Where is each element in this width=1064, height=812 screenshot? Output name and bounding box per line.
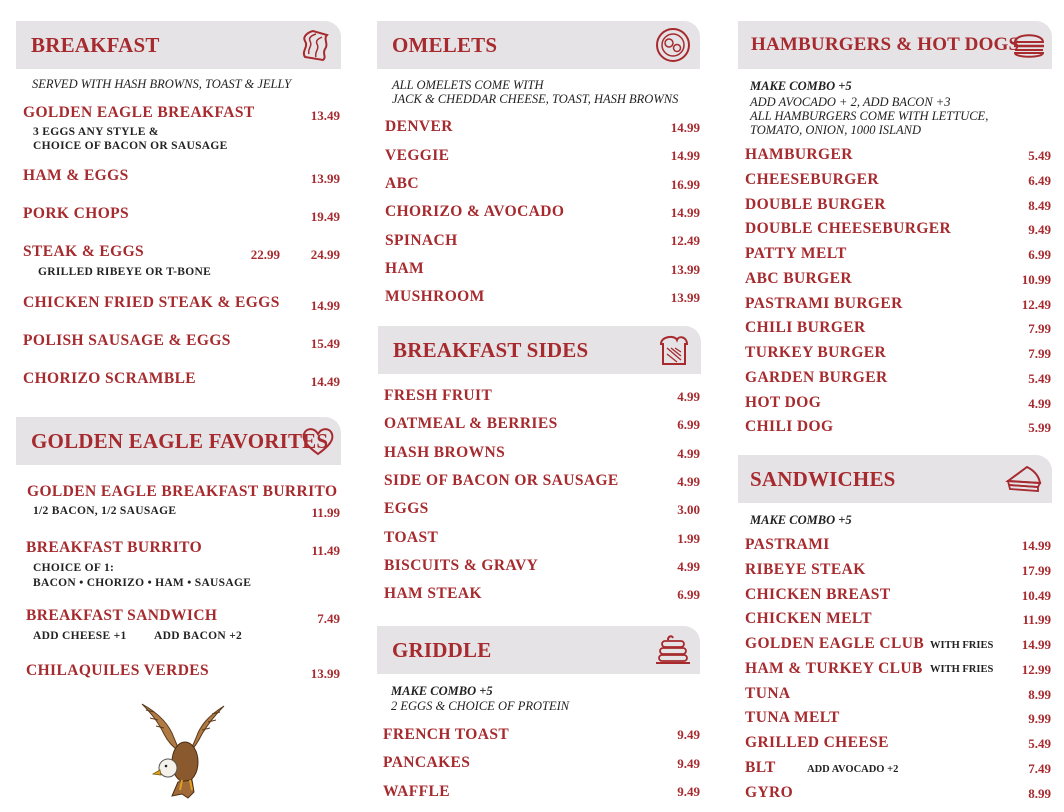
menu-item-price: 5.49 bbox=[1028, 736, 1051, 751]
menu-item-price: 14.99 bbox=[670, 148, 700, 163]
menu-item-name: CHILAQUILES VERDES bbox=[26, 662, 210, 679]
menu-item-price: 10.99 bbox=[1021, 272, 1051, 287]
menu-item-name: BREAKFAST SANDWICH bbox=[26, 607, 218, 624]
menu-item-name: TOAST bbox=[384, 529, 439, 546]
section-header-favorites bbox=[16, 417, 341, 465]
menu-item-price: 11.99 bbox=[311, 505, 340, 520]
menu-item-name: STEAK & EGGS bbox=[23, 243, 145, 260]
menu-item-price: 6.49 bbox=[1028, 173, 1051, 188]
sandwiches-note bbox=[750, 513, 852, 527]
menu-item-price: 9.49 bbox=[1028, 222, 1051, 237]
menu-item-desc: CHOICE OF BACON OR SAUSAGE bbox=[33, 140, 228, 152]
menu-item-name: RIBEYE STEAK bbox=[745, 561, 866, 578]
menu-item-desc: 1/2 BACON, 1/2 SAUSAGE bbox=[33, 505, 177, 517]
menu-item-name: ABC BURGER bbox=[745, 270, 852, 287]
menu-item-name: ABC bbox=[385, 175, 419, 192]
menu-item-name: CHORIZO SCRAMBLE bbox=[23, 370, 197, 387]
menu-item-price: 15.49 bbox=[310, 336, 340, 351]
egg-plate-icon bbox=[654, 27, 692, 63]
menu-item-desc: 3 EGGS ANY STYLE & bbox=[33, 126, 159, 138]
menu-item-price: 7.49 bbox=[1028, 761, 1051, 776]
menu-item-price: 3.00 bbox=[677, 502, 700, 517]
menu-item-desc: GRILLED RIBEYE OR T-BONE bbox=[38, 266, 212, 278]
menu-item-name: PASTRAMI bbox=[745, 536, 830, 553]
menu-item-price: 12.99 bbox=[1021, 662, 1051, 677]
menu-item-name: CHORIZO & AVOCADO bbox=[385, 203, 565, 220]
menu-item-name: SIDE OF BACON OR SAUSAGE bbox=[384, 472, 619, 489]
section-header-sandwiches bbox=[738, 455, 1052, 503]
menu-item-name: GYRO bbox=[745, 784, 794, 801]
menu-item-name: CHICKEN BREAST bbox=[745, 586, 891, 603]
sandwiches-combo: MAKE COMBO +5 bbox=[750, 513, 852, 527]
section-title: SANDWICHES bbox=[750, 466, 896, 491]
menu-item-price-alt: 22.99 bbox=[250, 247, 280, 262]
menu-item-price: 13.49 bbox=[310, 108, 340, 123]
burgers-note: TOMATO, ONION, 1000 ISLAND bbox=[750, 123, 921, 137]
menu-item-name: CHEESEBURGER bbox=[745, 171, 879, 188]
menu-item-name: BREAKFAST BURRITO bbox=[26, 539, 203, 556]
menu-item-name: CHICKEN FRIED STEAK & EGGS bbox=[23, 294, 280, 311]
menu-item-name: PASTRAMI BURGER bbox=[745, 295, 903, 312]
sandwich-icon bbox=[998, 461, 1050, 497]
menu-item-name: HAM STEAK bbox=[384, 585, 482, 602]
menu-item-price: 4.99 bbox=[677, 474, 700, 489]
menu-item-price: 14.99 bbox=[1021, 538, 1051, 553]
menu-item-name: GOLDEN EAGLE BREAKFAST bbox=[23, 104, 255, 121]
section-header-burgers bbox=[738, 21, 1052, 69]
menu-item-price: 16.99 bbox=[670, 177, 700, 192]
menu-item-name: POLISH SAUSAGE & EGGS bbox=[23, 332, 231, 349]
section-title: BREAKFAST bbox=[31, 32, 160, 57]
menu-item-price: 17.99 bbox=[1021, 563, 1051, 578]
menu-item-name: MUSHROOM bbox=[385, 288, 485, 305]
menu-item-price: 5.49 bbox=[1028, 148, 1051, 163]
menu-item-price: 19.49 bbox=[310, 209, 340, 224]
menu-item-name: TUNA bbox=[745, 685, 791, 702]
menu-item-price: 10.49 bbox=[1021, 588, 1051, 603]
menu-item-price: 6.99 bbox=[677, 587, 700, 602]
menu-item-price: 6.99 bbox=[1028, 247, 1051, 262]
menu-item-name: HAM & EGGS bbox=[23, 167, 129, 184]
menu-item-price: 9.49 bbox=[677, 756, 700, 771]
menu-item-desc: ADD CHEESE +1 bbox=[33, 630, 127, 642]
menu-item-price: 12.49 bbox=[670, 233, 700, 248]
section-header-breakfast bbox=[16, 21, 341, 69]
menu-item-price: 14.99 bbox=[310, 298, 340, 313]
burgers-combo: MAKE COMBO +5 bbox=[750, 79, 852, 93]
section-header-griddle bbox=[377, 626, 700, 674]
menu-item-name: BLT bbox=[745, 759, 776, 776]
menu-item-name: SPINACH bbox=[385, 232, 458, 249]
menu-item-price: 8.99 bbox=[1028, 786, 1051, 801]
menu-item-name: HAM bbox=[385, 260, 425, 277]
section-title: GRIDDLE bbox=[392, 637, 492, 662]
menu-item-name: GOLDEN EAGLE BREAKFAST BURRITO bbox=[27, 483, 338, 500]
menu-item-price: 13.99 bbox=[670, 262, 700, 277]
menu-item-price: 13.99 bbox=[670, 290, 700, 305]
section-title: OMELETS bbox=[392, 32, 498, 57]
menu-item-name: HASH BROWNS bbox=[384, 444, 506, 461]
menu-item-name: OATMEAL & BERRIES bbox=[384, 415, 558, 432]
menu-item-name: DENVER bbox=[385, 118, 453, 135]
menu-item-price: 4.99 bbox=[677, 446, 700, 461]
menu-item-price: 4.99 bbox=[677, 389, 700, 404]
menu-item-price: 14.49 bbox=[310, 374, 340, 389]
menu-item-price: 14.99 bbox=[670, 205, 700, 220]
eagle-illustration bbox=[138, 700, 228, 800]
menu-item-name: FRENCH TOAST bbox=[383, 726, 510, 743]
menu-item-price: 13.99 bbox=[310, 171, 340, 186]
menu-item-name: PATTY MELT bbox=[745, 245, 847, 262]
section-title: GOLDEN EAGLE FAVORITES bbox=[31, 428, 329, 453]
menu-item-price: 11.49 bbox=[311, 543, 340, 558]
burgers-note bbox=[750, 79, 852, 93]
burgers-note: ADD AVOCADO + 2, ADD BACON +3 bbox=[750, 95, 951, 109]
menu-item-price: 5.99 bbox=[1028, 420, 1051, 435]
section-title: BREAKFAST SIDES bbox=[393, 337, 589, 362]
heart-icon bbox=[299, 423, 337, 459]
menu-item-name: CHICKEN MELT bbox=[745, 610, 872, 627]
menu-item-price: 7.49 bbox=[317, 611, 340, 626]
menu-item-name: DOUBLE BURGER bbox=[745, 196, 886, 213]
menu-item-name: PORK CHOPS bbox=[23, 205, 130, 222]
menu-item-name: BISCUITS & GRAVY bbox=[384, 557, 539, 574]
menu-item-price: 9.49 bbox=[677, 727, 700, 742]
omelets-note: JACK & CHEDDAR CHEESE, TOAST, HASH BROWNS bbox=[392, 92, 679, 106]
menu-item-price: 8.99 bbox=[1028, 687, 1051, 702]
menu-item-name: GARDEN BURGER bbox=[745, 369, 888, 386]
menu-item-name: HOT DOG bbox=[745, 394, 822, 411]
menu-item-price: 14.99 bbox=[670, 120, 700, 135]
menu-item-price: 24.99 bbox=[310, 247, 340, 262]
menu-item-price: 14.99 bbox=[1021, 637, 1051, 652]
menu-item-name: HAM & TURKEY CLUB bbox=[745, 660, 923, 677]
menu-item-extra: WITH FRIES bbox=[930, 664, 994, 675]
menu-item-price: 4.99 bbox=[677, 559, 700, 574]
pancakes-icon bbox=[654, 632, 692, 668]
section-title: HAMBURGERS & HOT DOGS bbox=[751, 34, 1020, 55]
menu-item-name: HAMBURGER bbox=[745, 146, 853, 163]
menu-item-extra: WITH FRIES bbox=[930, 640, 994, 651]
menu-item-price: 12.49 bbox=[1021, 297, 1051, 312]
menu-item-price: 4.99 bbox=[1028, 396, 1051, 411]
toast-icon bbox=[655, 332, 693, 368]
breakfast-note: SERVED WITH HASH BROWNS, TOAST & JELLY bbox=[32, 77, 292, 91]
menu-item-name: VEGGIE bbox=[385, 147, 450, 164]
menu-item-name: DOUBLE CHEESEBURGER bbox=[745, 220, 952, 237]
menu-item-price: 11.99 bbox=[1022, 612, 1051, 627]
menu-item-name: PANCAKES bbox=[383, 754, 471, 771]
menu-item-desc: CHOICE OF 1: bbox=[33, 562, 115, 574]
menu-item-price: 5.49 bbox=[1028, 371, 1051, 386]
menu-item-price: 6.99 bbox=[677, 417, 700, 432]
menu-item-price: 13.99 bbox=[310, 666, 340, 681]
menu-item-name: CHILI BURGER bbox=[745, 319, 866, 336]
menu-item-extra: ADD AVOCADO +2 bbox=[807, 764, 899, 775]
burger-icon bbox=[1010, 27, 1048, 63]
griddle-note: 2 EGGS & CHOICE OF PROTEIN bbox=[391, 699, 570, 713]
menu-item-price: 9.49 bbox=[677, 784, 700, 799]
menu-item-price: 7.99 bbox=[1028, 346, 1051, 361]
menu-item-desc: ADD BACON +2 bbox=[154, 630, 243, 642]
menu-item-price: 8.49 bbox=[1028, 198, 1051, 213]
griddle-note bbox=[391, 684, 493, 698]
menu-item-name: FRESH FRUIT bbox=[384, 387, 493, 404]
section-header-omelets bbox=[377, 21, 700, 69]
menu-item-name: TURKEY BURGER bbox=[745, 344, 887, 361]
bacon-icon bbox=[297, 27, 335, 63]
menu-item-name: GOLDEN EAGLE CLUB bbox=[745, 635, 925, 652]
menu-item-price: 7.99 bbox=[1028, 321, 1051, 336]
menu-item-price: 9.99 bbox=[1028, 711, 1051, 726]
section-header-sides bbox=[378, 326, 701, 374]
menu-item-name: CHILI DOG bbox=[745, 418, 834, 435]
griddle-combo: MAKE COMBO +5 bbox=[391, 684, 493, 698]
menu-item-name: EGGS bbox=[384, 500, 429, 517]
menu-item-desc: BACON • CHORIZO • HAM • SAUSAGE bbox=[33, 577, 252, 589]
burgers-note: ALL HAMBURGERS COME WITH LETTUCE, bbox=[750, 109, 989, 123]
omelets-note: ALL OMELETS COME WITH bbox=[392, 78, 544, 92]
menu-item-name: TUNA MELT bbox=[745, 709, 840, 726]
menu-item-name: WAFFLE bbox=[383, 783, 450, 800]
menu-item-price: 1.99 bbox=[677, 531, 700, 546]
menu-item-name: GRILLED CHEESE bbox=[745, 734, 889, 751]
